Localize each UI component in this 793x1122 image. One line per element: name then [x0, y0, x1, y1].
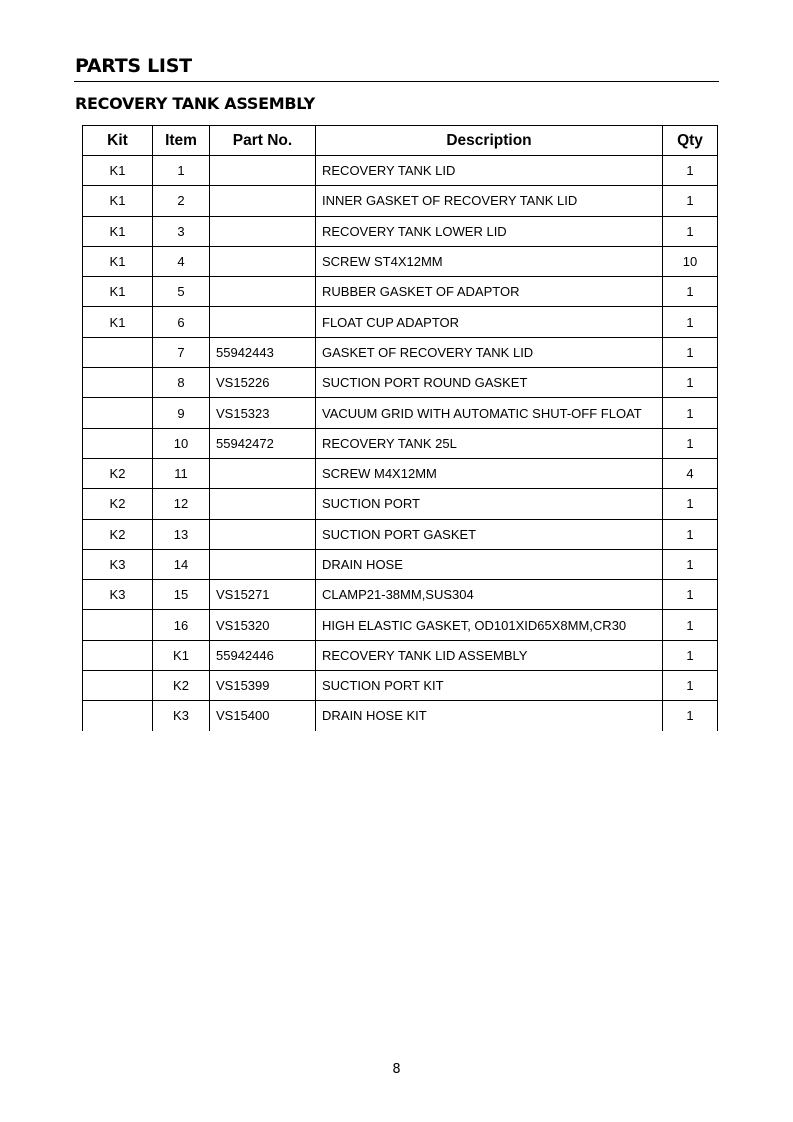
cell-kit	[83, 368, 153, 398]
cell-qty: 1	[663, 671, 718, 701]
cell-description: HIGH ELASTIC GASKET, OD101XID65X8MM,CR30	[316, 610, 663, 640]
cell-part-no	[210, 549, 316, 579]
cell-item: 8	[153, 368, 210, 398]
cell-description: CLAMP21-38MM,SUS304	[316, 580, 663, 610]
cell-kit	[83, 640, 153, 670]
table-row	[83, 671, 718, 701]
table-row	[83, 640, 718, 670]
title-divider	[74, 81, 719, 82]
table-row	[83, 549, 718, 579]
cell-qty: 1	[663, 428, 718, 458]
cell-description: RECOVERY TANK 25L	[316, 428, 663, 458]
cell-item: 6	[153, 307, 210, 337]
cell-item: 13	[153, 519, 210, 549]
table-row	[83, 458, 718, 488]
cell-kit	[83, 671, 153, 701]
cell-description: RECOVERY TANK LOWER LID	[316, 216, 663, 246]
table-row	[83, 519, 718, 549]
header-description: Description	[316, 126, 663, 156]
cell-qty: 10	[663, 246, 718, 276]
cell-kit	[83, 337, 153, 367]
cell-part-no: VS15400	[210, 701, 316, 731]
cell-part-no	[210, 458, 316, 488]
cell-qty: 1	[663, 216, 718, 246]
cell-part-no	[210, 246, 316, 276]
table-row	[83, 246, 718, 276]
table-row	[83, 307, 718, 337]
cell-item: K2	[153, 671, 210, 701]
cell-part-no: VS15320	[210, 610, 316, 640]
cell-part-no: VS15323	[210, 398, 316, 428]
cell-description: SCREW M4X12MM	[316, 458, 663, 488]
cell-description: RECOVERY TANK LID ASSEMBLY	[316, 640, 663, 670]
cell-item: K1	[153, 640, 210, 670]
page-title: PARTS LIST	[75, 55, 192, 77]
cell-qty: 1	[663, 519, 718, 549]
table-row	[83, 186, 718, 216]
cell-kit: K2	[83, 489, 153, 519]
cell-part-no: VS15271	[210, 580, 316, 610]
cell-kit: K1	[83, 307, 153, 337]
cell-qty: 1	[663, 307, 718, 337]
cell-description: SUCTION PORT	[316, 489, 663, 519]
table-row	[83, 156, 718, 186]
header-part-no: Part No.	[210, 126, 316, 156]
table-header-row	[83, 126, 718, 156]
page-number: 8	[392, 1062, 401, 1077]
cell-description: SUCTION PORT KIT	[316, 671, 663, 701]
cell-kit: K1	[83, 277, 153, 307]
cell-description: RECOVERY TANK LID	[316, 156, 663, 186]
cell-item: K3	[153, 701, 210, 731]
cell-item: 1	[153, 156, 210, 186]
cell-qty: 1	[663, 277, 718, 307]
cell-kit: K1	[83, 216, 153, 246]
cell-item: 4	[153, 246, 210, 276]
cell-kit	[83, 398, 153, 428]
cell-item: 14	[153, 549, 210, 579]
table-row	[83, 216, 718, 246]
cell-kit: K1	[83, 186, 153, 216]
cell-description: GASKET OF RECOVERY TANK LID	[316, 337, 663, 367]
cell-qty: 1	[663, 489, 718, 519]
parts-table	[82, 125, 718, 731]
header-kit: Kit	[83, 126, 153, 156]
cell-item: 12	[153, 489, 210, 519]
cell-item: 7	[153, 337, 210, 367]
cell-part-no: VS15226	[210, 368, 316, 398]
cell-kit: K1	[83, 246, 153, 276]
table-row	[83, 428, 718, 458]
cell-description: SUCTION PORT GASKET	[316, 519, 663, 549]
cell-description: DRAIN HOSE	[316, 549, 663, 579]
cell-qty: 1	[663, 186, 718, 216]
cell-part-no	[210, 307, 316, 337]
cell-kit: K3	[83, 580, 153, 610]
cell-item: 3	[153, 216, 210, 246]
table-row	[83, 398, 718, 428]
cell-qty: 1	[663, 398, 718, 428]
cell-qty: 1	[663, 701, 718, 731]
section-title: RECOVERY TANK ASSEMBLY	[75, 94, 315, 113]
cell-part-no	[210, 519, 316, 549]
cell-kit: K2	[83, 458, 153, 488]
cell-qty: 4	[663, 458, 718, 488]
cell-kit: K3	[83, 549, 153, 579]
cell-qty: 1	[663, 156, 718, 186]
cell-kit: K2	[83, 519, 153, 549]
cell-part-no: 55942472	[210, 428, 316, 458]
cell-part-no	[210, 186, 316, 216]
cell-part-no: 55942446	[210, 640, 316, 670]
cell-item: 9	[153, 398, 210, 428]
table-row	[83, 580, 718, 610]
header-qty: Qty	[663, 126, 718, 156]
parts-table-body	[83, 156, 718, 731]
cell-kit: K1	[83, 156, 153, 186]
cell-kit	[83, 701, 153, 731]
cell-qty: 1	[663, 640, 718, 670]
cell-description: DRAIN HOSE KIT	[316, 701, 663, 731]
cell-qty: 1	[663, 337, 718, 367]
cell-part-no	[210, 156, 316, 186]
cell-item: 15	[153, 580, 210, 610]
table-row	[83, 489, 718, 519]
cell-item: 16	[153, 610, 210, 640]
cell-item: 11	[153, 458, 210, 488]
table-row	[83, 701, 718, 731]
cell-item: 5	[153, 277, 210, 307]
table-row	[83, 610, 718, 640]
cell-qty: 1	[663, 368, 718, 398]
cell-part-no: 55942443	[210, 337, 316, 367]
cell-description: VACUUM GRID WITH AUTOMATIC SHUT-OFF FLOAT	[316, 398, 663, 428]
cell-kit	[83, 610, 153, 640]
cell-part-no	[210, 216, 316, 246]
cell-description: RUBBER GASKET OF ADAPTOR	[316, 277, 663, 307]
cell-part-no	[210, 277, 316, 307]
cell-item: 2	[153, 186, 210, 216]
table-row	[83, 368, 718, 398]
cell-description: INNER GASKET OF RECOVERY TANK LID	[316, 186, 663, 216]
cell-part-no: VS15399	[210, 671, 316, 701]
cell-kit	[83, 428, 153, 458]
table-row	[83, 277, 718, 307]
cell-description: SUCTION PORT ROUND GASKET	[316, 368, 663, 398]
table-row	[83, 337, 718, 367]
cell-description: FLOAT CUP ADAPTOR	[316, 307, 663, 337]
header-item: Item	[153, 126, 210, 156]
cell-qty: 1	[663, 549, 718, 579]
cell-item: 10	[153, 428, 210, 458]
cell-part-no	[210, 489, 316, 519]
cell-description: SCREW ST4X12MM	[316, 246, 663, 276]
cell-qty: 1	[663, 610, 718, 640]
cell-qty: 1	[663, 580, 718, 610]
